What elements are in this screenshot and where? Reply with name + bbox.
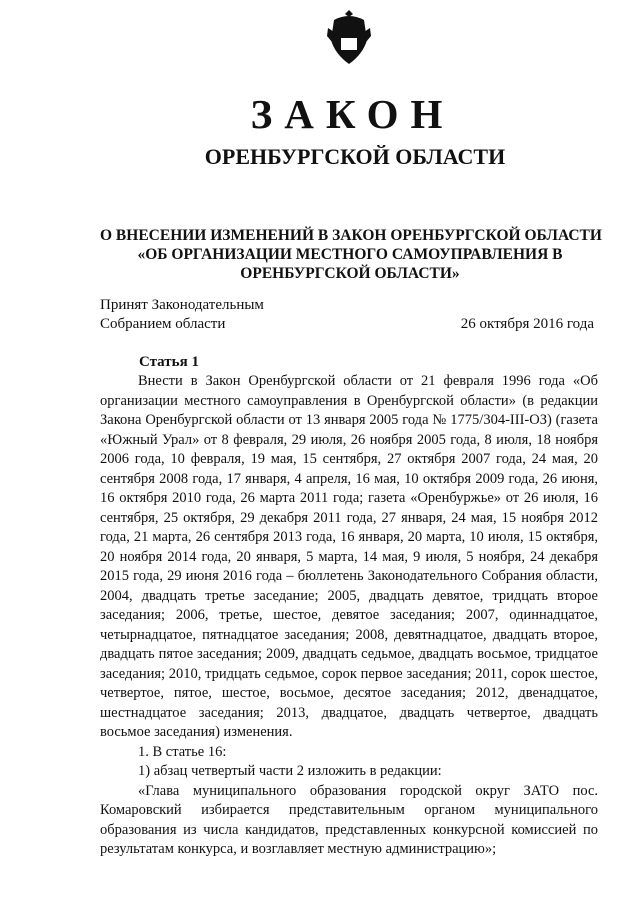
adoption-date: 26 октября 2016 года: [460, 316, 594, 332]
article-body: [100, 372, 598, 860]
adoption-line: Принят Законодательным: [100, 297, 264, 313]
subject-line: «ОБ ОРГАНИЗАЦИИ МЕСТНОГО САМОУПРАВЛЕНИЯ В: [137, 246, 563, 263]
article-heading: Статья 1: [139, 354, 199, 370]
adoption-line: Собранием области: [100, 316, 226, 332]
article-intro: Внести в Закон Оренбургской области от 21 февраля 1996 года «Об организации местного самоуправления в Оренбургской области» (в редакции Закона Оренбургской области от 13 января 2005 года № 1775/304-III-ОЗ) (газета «Южный Урал» от 8 февраля, 29 июля, 26 ноября 2005 года, 8 июля, 18 ноября 2006 года, 10 февраля, 19 мая, 15 сентября, 27 октября 2007 года, 24 мая, 20 сентября 2008 года, 17 января, 4 апреля, 16 мая, 10 октября 2009 года, 26 июня, 16 октября 2010 года, 26 марта 2011 года; газета «Оренбуржье» от 26 июля, 16 сентября, 25 октября, 29 декабря 2011 года, 27 января, 24 мая, 15 ноября 2012 года, 21 марта, 26 сентября 2013 года, 16 января, 20 марта, 10 июля, 15 октября, 20 ноября 2014 года, 20 января, 5 марта, 14 мая, 9 июля, 5 ноября, 24 декабря 2015 года, 29 июня 2016 года – бюллетень Законодательного Собрания области, 2004, двадцать третье заседание; 2005, двадцать девятое, тридцать второе заседания; 2006, третье, шестое, девятое заседания; 2007, одиннадцатое, четырнадцатое, пятнадцатое заседания; 2008, девятнадцатое, двадцать второе, двадцать пятое заседания; 2009, двадцать седьмое, двадцать восьмое, тридцатое заседания; 2010, тридцать седьмое, сорок первое заседания; 2011, сорок шестое, четвертое, пятое, шестое, восьмое, десятое заседания; 2012, двенадцатое, шестнадцатое заседания; 2013, двадцатое, двадцать четвертое, двадцать восьмое заседания) изменения.: [100, 373, 598, 740]
article-subitem: 1) абзац четвертый части 2 изложить в редакции:: [138, 763, 442, 779]
law-subject: [100, 226, 600, 283]
adoption-statement: [100, 296, 264, 334]
subject-line: О ВНЕСЕНИИ ИЗМЕНЕНИЙ В ЗАКОН ОРЕНБУРГСКОЙ ОБЛАСТИ: [100, 227, 602, 244]
region-title: ОРЕНБУРГСКОЙ ОБЛАСТИ: [204, 144, 506, 169]
article-item: 1. В статье 16:: [138, 743, 227, 760]
law-title: ЗАКОН: [250, 91, 455, 137]
subject-line: ОРЕНБУРГСКОЙ ОБЛАСТИ»: [240, 265, 460, 282]
coat-of-arms-icon: [324, 8, 374, 68]
article-quote: «Глава муниципального образования городской округ ЗАТО пос. Комаровский избирается представительным органом муниципального образования из числа кандидатов, представленных конкурсной комиссией по результатам конкурса, и возглавляет местную администрацию»;: [100, 782, 598, 857]
